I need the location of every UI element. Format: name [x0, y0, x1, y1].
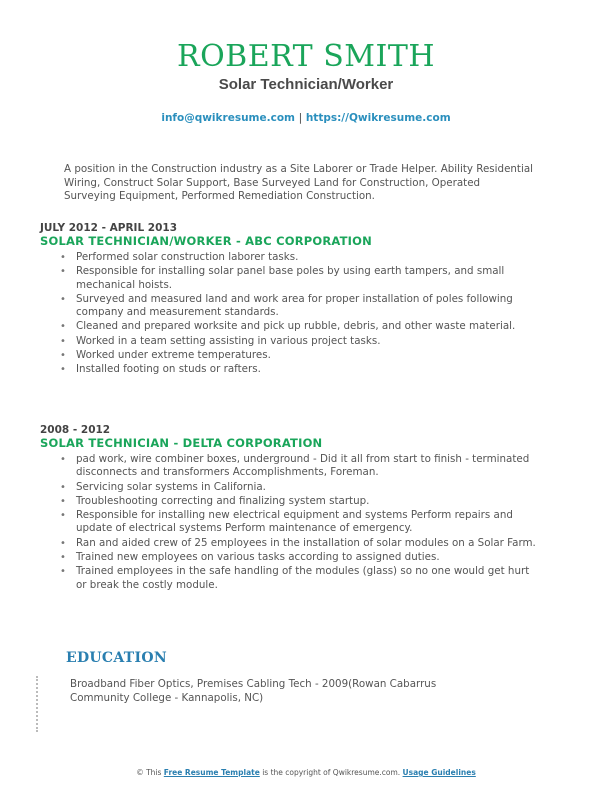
- list-item: • Performed solar construction laborer tasks.: [76, 251, 540, 264]
- job-bullets: [40, 453, 540, 592]
- list-item: • pad work, wire combiner boxes, underground - Did it all from start to finish - terminated disconnects and transformers Accomplishments, Foreman.: [76, 453, 540, 480]
- candidate-role: Solar Technician/Worker: [218, 76, 394, 93]
- education-heading: EDUCATION: [66, 650, 167, 666]
- list-item: • Troubleshooting correcting and finalizing system startup.: [76, 495, 540, 508]
- website-link[interactable]: https://Qwikresume.com: [305, 112, 451, 124]
- contact-line: [0, 112, 612, 124]
- list-item: • Trained new employees on various tasks according to assigned duties.: [76, 551, 540, 564]
- candidate-name: ROBERT SMITH: [176, 39, 436, 74]
- footer-copyright-text: is the copyright of Qwikresume.com.: [262, 768, 401, 777]
- list-item: • Worked under extreme temperatures.: [76, 349, 540, 362]
- list-item: • Surveyed and measured land and work area for proper installation of poles following company and measurement standards.: [76, 293, 540, 320]
- education-entry: Broadband Fiber Optics, Premises Cabling Tech - 2009(Rowan Cabarrus Community College - Kannapolis, NC): [70, 678, 437, 704]
- footer: [0, 768, 612, 777]
- list-item: • Responsible for installing solar panel base poles by using earth tampers, and small mechanical hoists.: [76, 265, 540, 292]
- education-section: [36, 648, 556, 732]
- job-entry: [40, 424, 540, 593]
- summary-paragraph: A position in the Construction industry as a Site Laborer or Trade Helper. Ability Residential Wiring, Construct Solar Support, Base Surveyed Land for Construction, Operated Surveying Equipment, Performed Remediation Construction.: [64, 163, 533, 202]
- list-item: • Ran and aided crew of 25 employees in the installation of solar modules on a Solar Farm.: [76, 537, 540, 550]
- contact-separator: |: [298, 112, 303, 124]
- list-item: • Cleaned and prepared worksite and pick up rubble, debris, and other waste material.: [76, 320, 540, 333]
- footer-prefix: © This: [136, 768, 162, 777]
- list-item: • Installed footing on studs or rafters.: [76, 363, 540, 376]
- job-entry: [40, 222, 540, 378]
- list-item: • Worked in a team setting assisting in various project tasks.: [76, 335, 540, 348]
- list-item: • Trained employees in the safe handling of the modules (glass) so no one would get hurt or break the costly module.: [76, 565, 540, 592]
- email-link[interactable]: info@qwikresume.com: [161, 112, 295, 124]
- free-resume-template-link[interactable]: Free Resume Template: [163, 768, 260, 777]
- usage-guidelines-link[interactable]: Usage Guidelines: [402, 768, 476, 777]
- job-dates: JULY 2012 - APRIL 2013: [40, 222, 178, 234]
- job-dates: 2008 - 2012: [40, 424, 111, 436]
- list-item: • Responsible for installing new electrical equipment and systems Perform repairs and update of electrical systems Perform maintenance of emergency.: [76, 509, 540, 536]
- job-bullets: [40, 251, 540, 377]
- education-divider: [36, 676, 40, 732]
- list-item: • Servicing solar systems in California.: [76, 481, 540, 494]
- job-title: SOLAR TECHNICIAN/WORKER - ABC CORPORATION: [40, 234, 372, 248]
- job-title: SOLAR TECHNICIAN - DELTA CORPORATION: [40, 436, 323, 450]
